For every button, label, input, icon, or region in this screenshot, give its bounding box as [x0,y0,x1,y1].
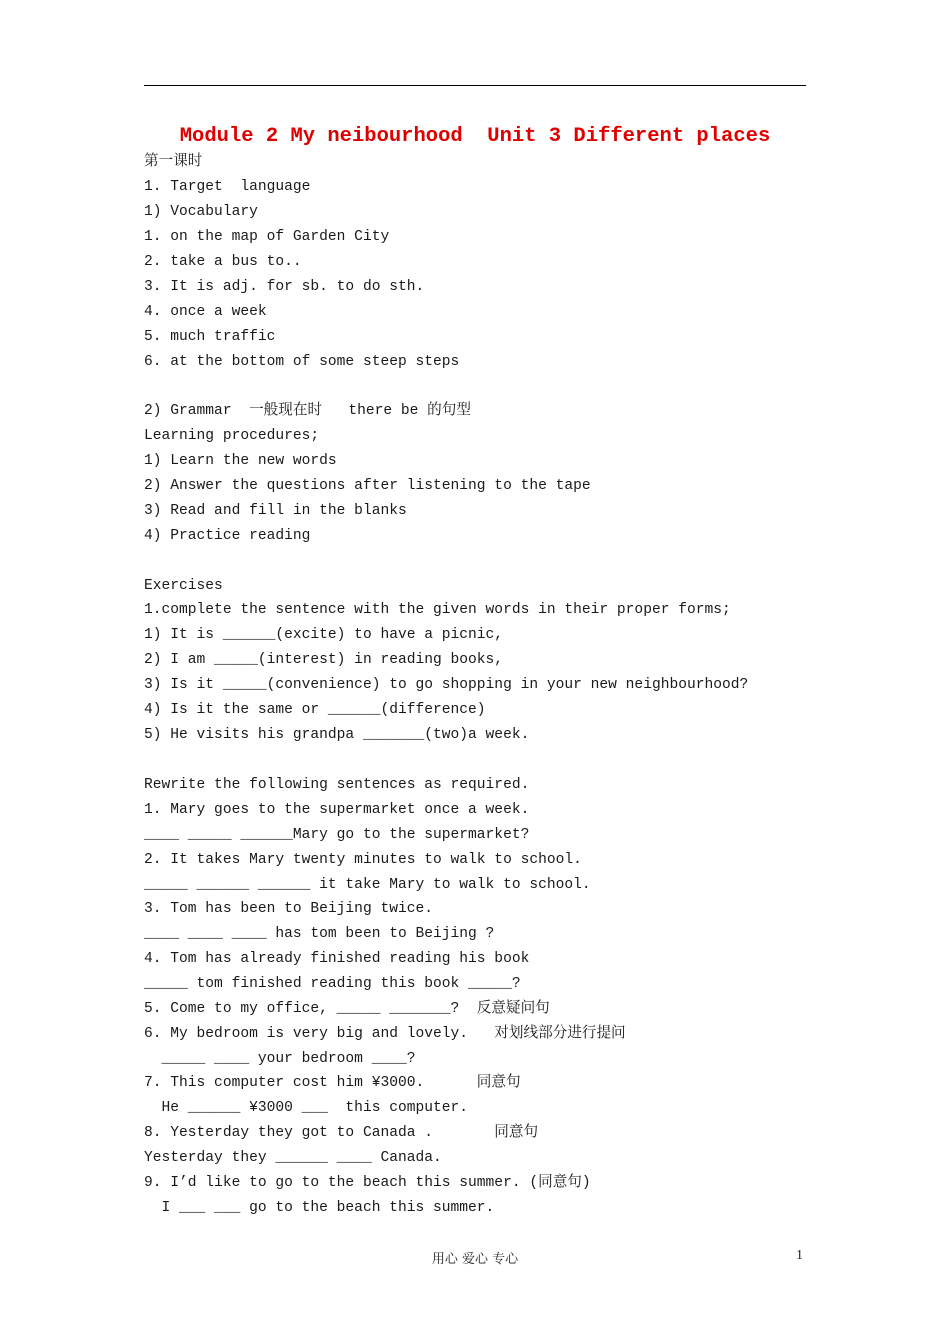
text-line: 8. Yesterday they got to Canada . 同意句 [144,1125,539,1141]
page-number: 1 [796,1248,803,1263]
text-line: 2. take a bus to.. [144,254,302,270]
text-line: _____ ____ your bedroom ____? [144,1051,416,1067]
text-line: 2) Grammar 一般现在时 there be 的句型 [144,403,471,419]
text-line: 3. Tom has been to Beijing twice. [144,901,434,917]
text-line: 1) Learn the new words [144,453,337,469]
text-line: 7. This computer cost him ¥3000. 同意句 [144,1075,521,1091]
text-line: 1) It is ______(excite) to have a picnic, [144,627,504,643]
text-line: _____ ______ ______ it take Mary to walk to school. [144,877,591,893]
text-line: 4) Is it the same or ______(difference) [144,702,486,718]
text-line: 2) Answer the questions after listening to the tape [144,478,591,494]
text-line: Learning procedures; [144,428,320,444]
text-line: 第一课时 [144,154,203,170]
text-line: 1. Target language [144,179,311,195]
text-line: ____ _____ ______Mary go to the supermarket? [144,827,530,843]
text-line: 2) I am _____(interest) in reading books, [144,652,504,668]
text-line: 1.complete the sentence with the given words in their proper forms; [144,602,731,618]
text-line: 5. Come to my office, _____ _______? 反意疑问句 [144,1001,550,1017]
text-line: 3. It is adj. for sb. to do sth. [144,279,425,295]
text-line: 3) Is it _____(convenience) to go shopping in your new neighbourhood? [144,677,749,693]
text-line: 4. Tom has already finished reading his book [144,951,530,967]
text-line: Yesterday they ______ ____ Canada. [144,1150,442,1166]
document-title: Module 2 My neibourhood Unit 3 Different places [179,125,771,148]
text-line: 5. much traffic [144,329,276,345]
text-line: 5) He visits his grandpa _______(two)a week. [144,727,530,743]
text-line: Exercises [144,578,223,594]
text-line: 6. at the bottom of some steep steps [144,354,460,370]
footer-motto: 用心 爱心 专心 [431,1252,519,1267]
text-line: 4. once a week [144,304,267,320]
text-line: 1) Vocabulary [144,204,258,220]
text-line: Rewrite the following sentences as required. [144,777,530,793]
text-line: 1. on the map of Garden City [144,229,390,245]
text-line: I ___ ___ go to the beach this summer. [144,1200,495,1216]
text-line: ____ ____ ____ has tom been to Beijing ? [144,926,495,942]
text-line: 1. Mary goes to the supermarket once a week. [144,802,530,818]
text-line: 2. It takes Mary twenty minutes to walk to school. [144,852,582,868]
text-line: He ______ ¥3000 ___ this computer. [144,1100,469,1116]
text-line: 3) Read and fill in the blanks [144,503,407,519]
text-line: _____ tom finished reading this book _____? [144,976,521,992]
header-rule [144,85,806,86]
text-line: 4) Practice reading [144,528,311,544]
text-line: 6. My bedroom is very big and lovely. 对划线部分进行提问 [144,1026,626,1042]
text-line: 9. I’d like to go to the beach this summer. (同意句) [144,1175,591,1191]
